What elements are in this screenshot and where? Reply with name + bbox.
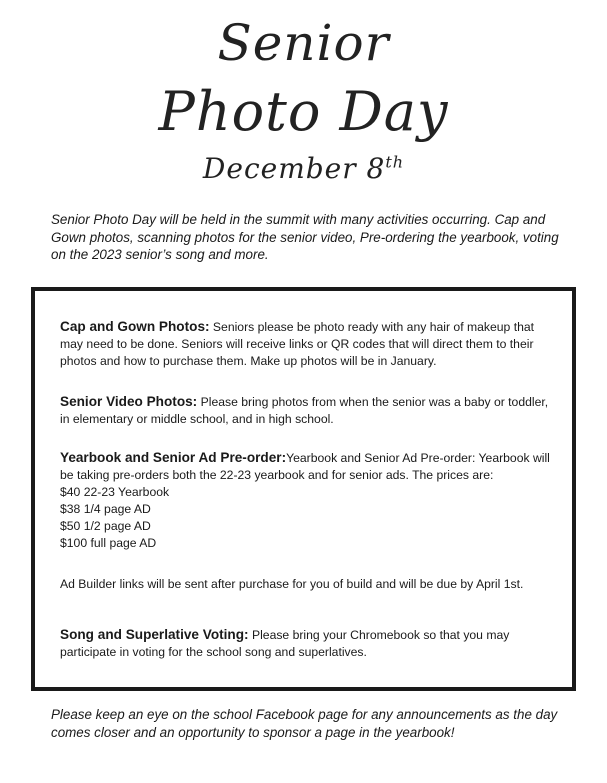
title-photo-day: Photo Day <box>158 80 449 143</box>
info-box <box>31 287 576 691</box>
section-voting <box>60 626 560 661</box>
cap-gown-heading: Cap and Gown Photos: <box>60 319 210 334</box>
video-body: Please bring photos from when the senior was a baby or toddler, in elementary or middle school, and in high school. <box>60 395 549 426</box>
price-item: $100 full page AD <box>60 536 157 550</box>
voting-body: Please bring your Chromebook so that you may participate in voting for the school song and superlatives. <box>60 628 510 659</box>
voting-heading: Song and Superlative Voting: <box>60 627 249 642</box>
price-item: $38 1/4 page AD <box>60 502 151 516</box>
title-senior: Senior <box>217 14 390 72</box>
cap-gown-body: Seniors please be photo ready with any hair of makeup that may need to be done. Seniors will receive links or QR codes that will direct them to their photos and how to purchase them. Make up photos will be in January. <box>60 320 535 368</box>
event-date-suffix: th <box>385 152 405 172</box>
yearbook-body: Yearbook and Senior Ad Pre-order: Yearbook will be taking pre-orders both the 22-23 yearbook and for senior ads. The prices are: <box>60 451 550 482</box>
price-item: $50 1/2 page AD <box>60 519 151 533</box>
section-senior-video <box>60 393 560 428</box>
event-date <box>0 152 607 185</box>
video-heading: Senior Video Photos: <box>60 394 198 409</box>
closing-paragraph: Please keep an eye on the school Facebook page for any announcements as the day comes closer and an opportunity to sponsor a page in the yearbook! <box>51 707 558 740</box>
price-item: $40 22-23 Yearbook <box>60 485 170 499</box>
yearbook-heading: Yearbook and Senior Ad Pre-order: <box>60 450 287 465</box>
section-cap-gown <box>60 318 560 370</box>
intro-paragraph: Senior Photo Day will be held in the summit with many activities occurring. Cap and Gown photos, scanning photos for the senior video, Pre-ordering the yearbook, voting on the 2023 senior’s song and more. <box>51 212 559 262</box>
event-date-text: December 8 <box>202 152 386 185</box>
section-yearbook <box>60 449 560 552</box>
ad-builder-note: Ad Builder links will be sent after purchase for you of build and will be due by April 1st. <box>60 577 524 591</box>
